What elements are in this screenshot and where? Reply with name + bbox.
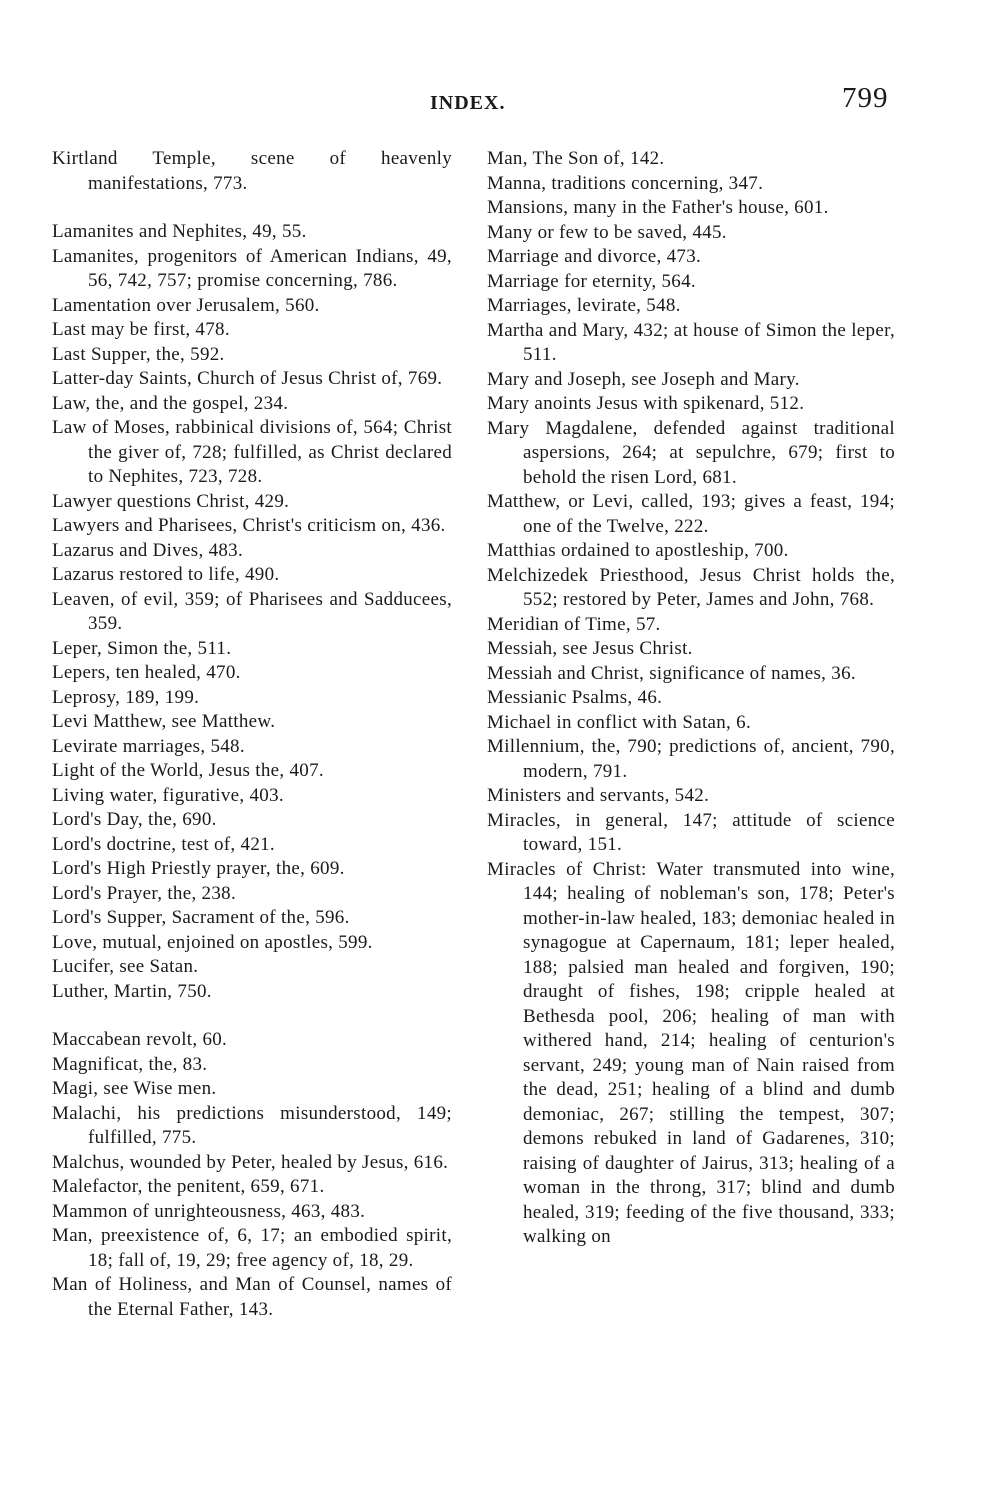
index-entry: Levi Matthew, see Matthew. xyxy=(52,711,276,732)
index-entry: Melchizedek Priesthood, Jesus Christ holds the, 552; restored by Peter, James and John, 768. xyxy=(487,564,895,610)
index-entry: Law, the, and the gospel, 234. xyxy=(52,392,289,414)
index-entry: Martha and Mary, 432; at house of Simon the leper, 511. xyxy=(487,319,895,365)
index-entry: Luther, Martin, 750. xyxy=(52,980,212,1002)
index-entry: Lamentation over Jerusalem, 560. xyxy=(52,294,320,316)
index-entry: Mansions, many in the Father's house, 601. xyxy=(487,197,829,218)
index-entry: Leaven, of evil, 359; of Pharisees and Sadducees, 359. xyxy=(52,588,452,634)
index-entry: Matthew, or Levi, called, 193; gives a feast, 194; one of the Twelve, 222. xyxy=(487,491,895,537)
index-entry: Malefactor, the penitent, 659, 671. xyxy=(52,1176,325,1197)
index-entry: Magi, see Wise men. xyxy=(52,1078,217,1099)
index-entry: Levirate marriages, 548. xyxy=(52,735,245,757)
running-title: INDEX. xyxy=(430,92,506,114)
index-entry: Matthias ordained to apostleship, 700. xyxy=(487,540,789,561)
index-column-left xyxy=(52,147,452,1322)
index-entry: Mary Magdalene, defended against traditional aspersions, 264; at sepulchre, 679; first to behold the risen Lord, 681. xyxy=(487,417,895,488)
index-entry: Malachi, his predictions misunderstood, 149; fulfilled, 775. xyxy=(52,1102,452,1148)
index-entry: Lawyer questions Christ, 429. xyxy=(52,490,290,512)
index-entry: Marriage and divorce, 473. xyxy=(487,246,702,267)
index-entry: Mary and Joseph, see Joseph and Mary. xyxy=(487,368,800,390)
index-entry: Miracles of Christ: Water transmuted into wine, 144; healing of nobleman's son, 178; Peter's mother-in-law healed, 183; demoniac healed in synagogue at Capernaum, 181; leper healed, 188; palsied man healed and forgiven, 190; draught of fishes, 198; cripple healed at Bethesda pool, 206; healing of man with withered hand, 214; healing of centurion's servant, 249; young man of Nain raised from the dead, 251; healing of a blind and dumb demoniac, 267; stilling the tempest, 307; demons rebuked in land of Gadarenes, 310; raising of daughter of Jairus, 313; healing of a woman in the throng, 317; blind and dumb healed, 319; feeding of the five thousand, 333; walking on xyxy=(487,858,895,1247)
index-entry: Many or few to be saved, 445. xyxy=(487,221,727,243)
index-entry: Mary anoints Jesus with spikenard, 512. xyxy=(487,393,805,414)
index-entry: Lord's High Priestly prayer, the, 609. xyxy=(52,858,345,879)
index-entry: Last may be first, 478. xyxy=(52,319,230,340)
index-entry: Malchus, wounded by Peter, healed by Jesus, 616. xyxy=(52,1151,449,1173)
page-number: 799 xyxy=(842,82,889,114)
index-entry: Lamanites and Nephites, 49, 55. xyxy=(52,221,307,242)
index-entry: Lazarus restored to life, 490. xyxy=(52,564,280,585)
index-entry: Messianic Psalms, 46. xyxy=(487,687,663,708)
index-entry: Living water, figurative, 403. xyxy=(52,784,284,806)
index-entry: Law of Moses, rabbinical divisions of, 564; Christ the giver of, 728; fulfilled, as Christ declared to Nephites, 723, 728. xyxy=(52,417,452,487)
index-entry: Man, preexistence of, 6, 17; an embodied spirit, 18; fall of, 19, 29; free agency of, 18, 29. xyxy=(52,1225,452,1271)
index-entry: Messiah, see Jesus Christ. xyxy=(487,638,693,659)
index-entry: Michael in conflict with Satan, 6. xyxy=(487,711,751,733)
index-entry: Lord's Supper, Sacrament of the, 596. xyxy=(52,907,350,928)
index-entry: Meridian of Time, 57. xyxy=(487,613,661,635)
index-entry: Messiah and Christ, significance of names, 36. xyxy=(487,662,856,684)
index-entry: Miracles, in general, 147; attitude of science toward, 151. xyxy=(487,809,895,855)
index-entry: Marriages, levirate, 548. xyxy=(487,295,681,316)
index-entry: Lamanites, progenitors of American Indians, 49, 56, 742, 757; promise concerning, 786. xyxy=(52,245,452,291)
index-entry: Lord's doctrine, test of, 421. xyxy=(52,833,275,855)
section-gap xyxy=(52,1004,452,1028)
index-entry: Marriage for eternity, 564. xyxy=(487,270,696,292)
section-gap xyxy=(52,196,452,220)
index-entry: Kirtland Temple, scene of heavenly manifestations, 773. xyxy=(52,148,452,194)
index-entry: Mammon of unrighteousness, 463, 483. xyxy=(52,1200,366,1222)
index-entry: Lazarus and Dives, 483. xyxy=(52,539,244,561)
page-header xyxy=(0,82,1000,122)
index-entry: Lawyers and Pharisees, Christ's criticism on, 436. xyxy=(52,515,446,536)
index-entry: Man, The Son of, 142. xyxy=(487,148,665,169)
index-entry: Lucifer, see Satan. xyxy=(52,956,199,977)
index-entry: Man of Holiness, and Man of Counsel, names of the Eternal Father, 143. xyxy=(52,1274,452,1320)
index-entry: Leper, Simon the, 511. xyxy=(52,637,232,659)
index-entry: Leprosy, 189, 199. xyxy=(52,686,200,708)
index-entry: Manna, traditions concerning, 347. xyxy=(487,172,764,194)
index-entry: Last Supper, the, 592. xyxy=(52,343,225,365)
index-entry: Magnificat, the, 83. xyxy=(52,1053,208,1075)
index-entry: Light of the World, Jesus the, 407. xyxy=(52,760,324,781)
index-entry: Love, mutual, enjoined on apostles, 599. xyxy=(52,931,373,953)
index-column-right xyxy=(487,147,895,1250)
index-entry: Lepers, ten healed, 470. xyxy=(52,662,241,683)
index-entry: Ministers and servants, 542. xyxy=(487,785,710,806)
index-entry: Maccabean revolt, 60. xyxy=(52,1029,228,1050)
index-entry: Millennium, the, 790; predictions of, ancient, 790, modern, 791. xyxy=(487,736,895,782)
index-entry: Lord's Day, the, 690. xyxy=(52,809,217,830)
index-entry: Latter-day Saints, Church of Jesus Christ of, 769. xyxy=(52,368,443,389)
index-entry: Lord's Prayer, the, 238. xyxy=(52,882,236,904)
